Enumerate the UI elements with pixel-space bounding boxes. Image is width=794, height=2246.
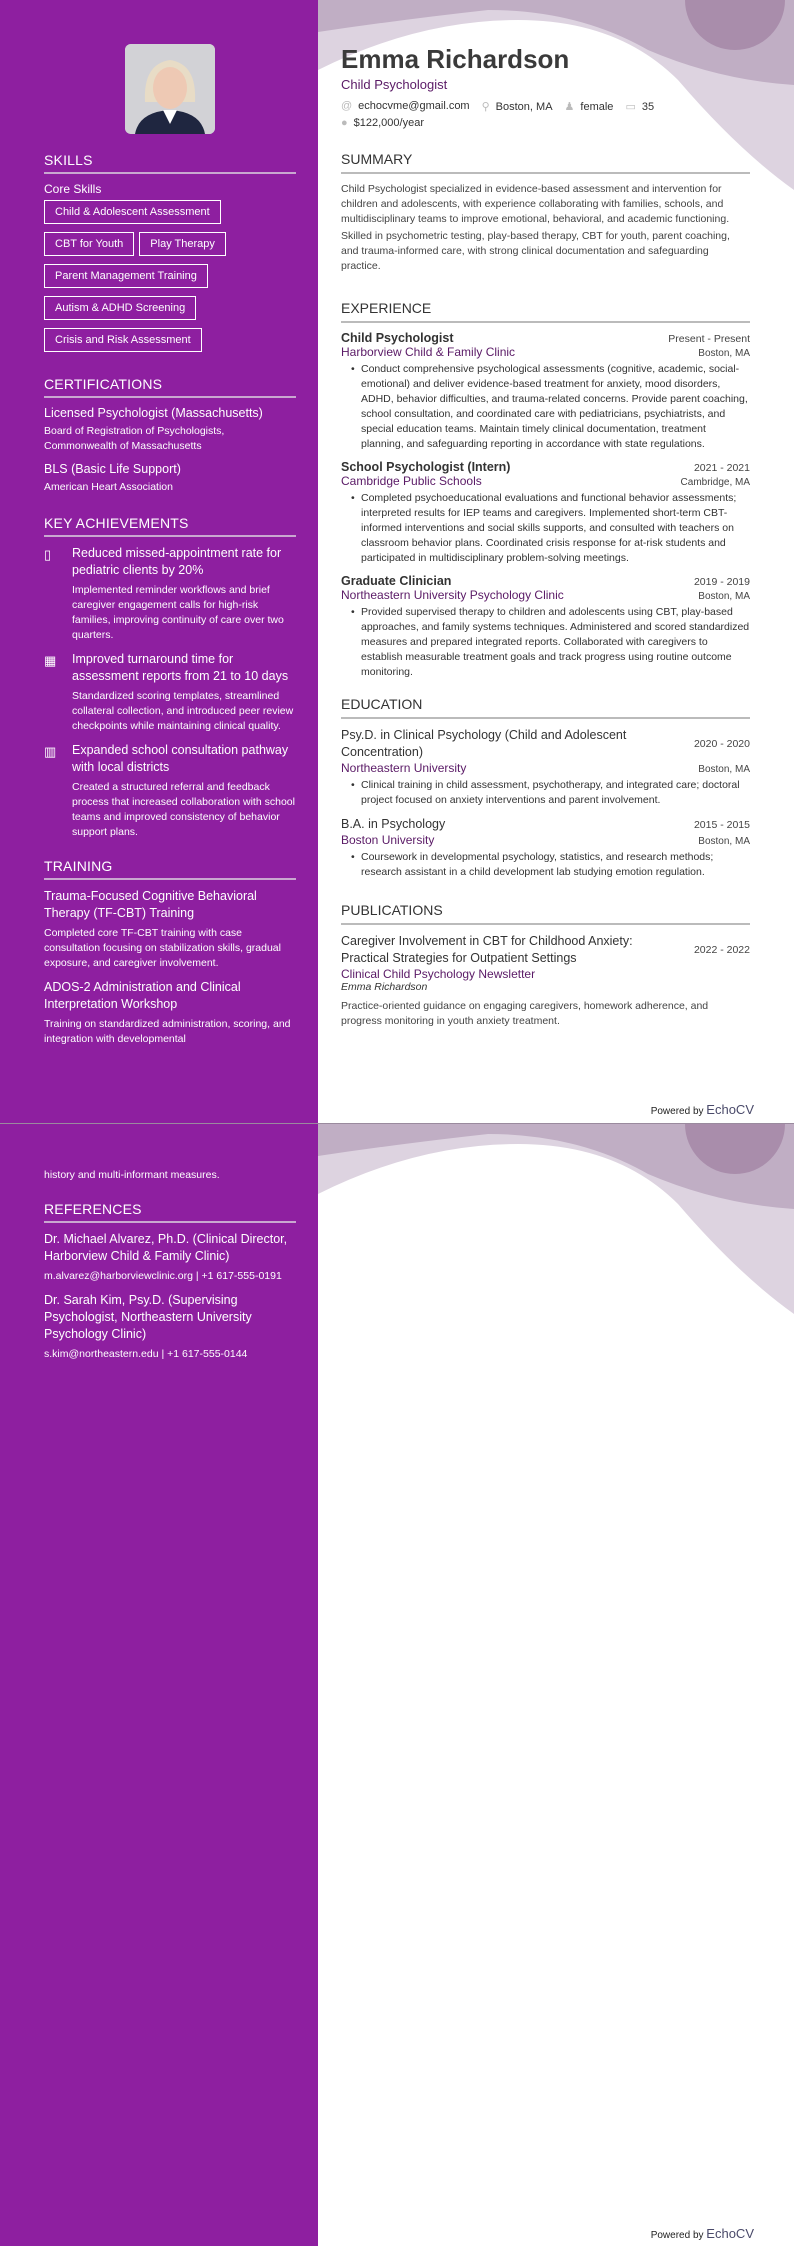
person-icon: ♟ [564, 101, 575, 113]
reference-name: Dr. Sarah Kim, Psy.D. (Supervising Psychologist, Northeastern University Psychology Clinic) [44, 1293, 252, 1341]
brand-link[interactable]: EchoCV [706, 2226, 754, 2241]
email: echocvme@gmail.com [358, 100, 470, 112]
education-heading: EDUCATION [341, 696, 750, 719]
education-item [341, 727, 750, 808]
city-icon: ▥ [44, 744, 57, 759]
achievement-item [44, 742, 296, 840]
skills-group-label: Core Skills [44, 182, 102, 196]
training-title: ADOS-2 Administration and Clinical Interpretation Workshop [44, 980, 241, 1011]
publication-title: Caregiver Involvement in CBT for Childhood Anxiety: Practical Strategies for Outpatient Settings [341, 934, 633, 965]
reference-contact: m.alvarez@harborviewclinic.org | +1 617-555-0191 [44, 1270, 282, 1282]
publication-venue: Clinical Child Psychology Newsletter [341, 967, 536, 981]
job-location: Boston, MA [698, 348, 750, 359]
achievement-desc: Implemented reminder workflows and brief caregiver engagement calls for high-risk families, improving continuity of care over two quarters. [72, 584, 284, 641]
sidebar [0, 0, 318, 1123]
publication-desc: Practice-oriented guidance on engaging caregivers, homework adherence, and progress monitoring in youth anxiety treatment. [341, 1000, 709, 1027]
training-desc: Training on standardized administration, scoring, and integration with developmental [44, 1018, 291, 1045]
achievement-title: Improved turnaround time for assessment reports from 21 to 10 days [72, 652, 289, 683]
employer: Cambridge Public Schools [341, 474, 482, 488]
skill-tag: Play Therapy [139, 232, 226, 256]
publications-heading: PUBLICATIONS [341, 902, 750, 925]
skills-heading: SKILLS [44, 152, 296, 174]
powered-by-footer [651, 1102, 754, 1117]
resume-page-2 [0, 1123, 794, 2246]
job-dates: Present - Present [668, 333, 750, 345]
references-heading: REFERENCES [44, 1201, 296, 1223]
edu-bullet: • Coursework in developmental psychology, statistics, and research methods; research assistant in a child development lab studying emotion regulation. [351, 850, 750, 880]
cert-issuer: Board of Registration of Psychologists, Commonwealth of Massachusetts [44, 425, 225, 452]
edu-dates: 2020 - 2020 [693, 738, 750, 750]
achievement-title: Reduced missed-appointment rate for pediatric clients by 20% [72, 546, 282, 577]
training-desc: Completed core TF-CBT training with case consultation focusing on stabilization skills, gradual exposure, and caregiver involvement. [44, 927, 281, 969]
salary: $122,000/year [353, 117, 424, 129]
employer: Harborview Child & Family Clinic [341, 345, 516, 359]
job-role: Graduate Clinician [341, 574, 452, 588]
location: Boston, MA [495, 101, 553, 113]
edu-dates: 2015 - 2015 [693, 819, 750, 831]
age: 35 [641, 101, 655, 113]
training-heading: TRAINING [44, 858, 296, 880]
achievement-desc: Created a structured referral and feedback process that increased collaboration with school teams and improved consistency of behavior support plans. [72, 781, 295, 838]
achievement-item [44, 545, 296, 643]
reference-name: Dr. Michael Alvarez, Ph.D. (Clinical Director, Harborview Child & Family Clinic) [44, 1232, 288, 1263]
employer: Northeastern University Psychology Clinic [341, 588, 564, 602]
skill-tag: CBT for Youth [44, 232, 134, 256]
job-location: Cambridge, MA [680, 477, 750, 488]
degree: Psy.D. in Clinical Psychology (Child and Adolescent Concentration) [341, 728, 627, 759]
main-content [341, 44, 750, 1029]
skill-tag: Parent Management Training [44, 264, 208, 288]
publication-dates: 2022 - 2022 [693, 944, 750, 956]
money-icon: ● [341, 117, 348, 129]
reference-contact: s.kim@northeastern.edu | +1 617-555-0144 [44, 1348, 248, 1360]
job-bullet: • Provided supervised therapy to children and adolescents using CBT, play-based approaches, and family systems techniques. Administered and scored standardized measures and prepared integrated reports. Collaborated with caregivers to establish measurable treatment goals and track progress using routine outcome monitoring. [351, 605, 750, 680]
skill-tag: Crisis and Risk Assessment [44, 328, 202, 352]
decorative-waves [318, 1124, 794, 1444]
certifications-heading: CERTIFICATIONS [44, 376, 296, 398]
job-dates: 2021 - 2021 [693, 462, 750, 474]
job-dates: 2019 - 2019 [693, 576, 750, 588]
cert-title: BLS (Basic Life Support) [44, 462, 181, 476]
edu-bullet: • Clinical training in child assessment, psychotherapy, and integrated care; doctoral project focused on anxiety interventions and parent involvement. [351, 778, 750, 808]
job-role: Child Psychologist [341, 331, 454, 345]
publication-item [341, 933, 750, 1029]
job-bullet: • Completed psychoeducational evaluations and functional behavior assessments; interpreted results for IEP teams and caregivers. Implemented short-term CBT-informed interventions and social skills supports, and consulted with teachers on classroom behavior plans. Coordinated crisis response for at-risk students and participated in multidisciplinary problem-solving meetings. [351, 491, 750, 566]
experience-item [341, 460, 750, 566]
skill-tag: Child & Adolescent Assessment [44, 200, 221, 224]
job-title: Child Psychologist [341, 77, 448, 92]
powered-by-label: Powered by [650, 2230, 704, 2241]
summary-text: Child Psychologist specialized in evidence-based assessment and intervention for children and adolescents, with experience collaborating with families, schools, and multidisciplinary teams to improve emotional, behavioral, and academic functioning. [341, 183, 730, 225]
education-item [341, 816, 750, 880]
at-icon: @ [341, 100, 353, 112]
training-desc-continued: history and multi-informant measures. [44, 1169, 220, 1181]
candidate-name: Emma Richardson [341, 44, 570, 74]
powered-by-label: Powered by [650, 1106, 704, 1117]
school: Northeastern University [341, 761, 467, 775]
cert-title: Licensed Psychologist (Massachusetts) [44, 406, 263, 420]
location-pin-icon: ⚲ [481, 101, 490, 113]
edu-location: Boston, MA [698, 764, 750, 775]
achievement-title: Expanded school consultation pathway with local districts [72, 743, 289, 774]
job-location: Boston, MA [698, 591, 750, 602]
cert-issuer: American Heart Association [44, 481, 173, 493]
job-role: School Psychologist (Intern) [341, 460, 511, 474]
brand-link[interactable]: EchoCV [706, 1102, 754, 1117]
building-icon: ▦ [44, 653, 57, 668]
achievement-item [44, 651, 296, 734]
experience-item [341, 574, 750, 680]
gender: female [580, 101, 614, 113]
edu-location: Boston, MA [698, 836, 750, 847]
training-title: Trauma-Focused Cognitive Behavioral Therapy (TF-CBT) Training [44, 889, 257, 920]
degree: B.A. in Psychology [341, 817, 446, 831]
sidebar [0, 1124, 318, 2246]
job-bullet: • Conduct comprehensive psychological assessments (cognitive, academic, social-emotional) and deliver evidence-based treatment for anxiety, mood disorders, ADHD, behavior difficulties, and trauma-related concerns. Provide parent coaching, school consultation, and coordinated care with pediatricians, psychiatrists, and special education teams. Maintain timely clinical documentation, treatment planning, and safeguarding reporting in accordance with state regulations. [351, 362, 750, 452]
experience-item [341, 331, 750, 452]
summary-heading: SUMMARY [341, 151, 750, 174]
contact-info [341, 100, 750, 129]
summary-text: Skilled in psychometric testing, play-based therapy, CBT for youth, parent coaching, and trauma-informed care, with strong clinical documentation and safeguarding practice. [341, 230, 730, 272]
experience-heading: EXPERIENCE [341, 300, 750, 323]
mobile-icon: ▯ [44, 547, 52, 562]
powered-by-footer [651, 2226, 754, 2241]
achievement-desc: Standardized scoring templates, streamlined collateral collection, and introduced peer review checkpoints while maintaining clinical quality. [72, 690, 294, 732]
school: Boston University [341, 833, 435, 847]
skill-tag: Autism & ADHD Screening [44, 296, 196, 320]
publication-authors: Emma Richardson [341, 981, 428, 993]
profile-photo [125, 44, 215, 134]
achievements-heading: KEY ACHIEVEMENTS [44, 515, 296, 537]
skill-tags [44, 200, 284, 360]
calendar-icon: ▭ [625, 101, 636, 113]
